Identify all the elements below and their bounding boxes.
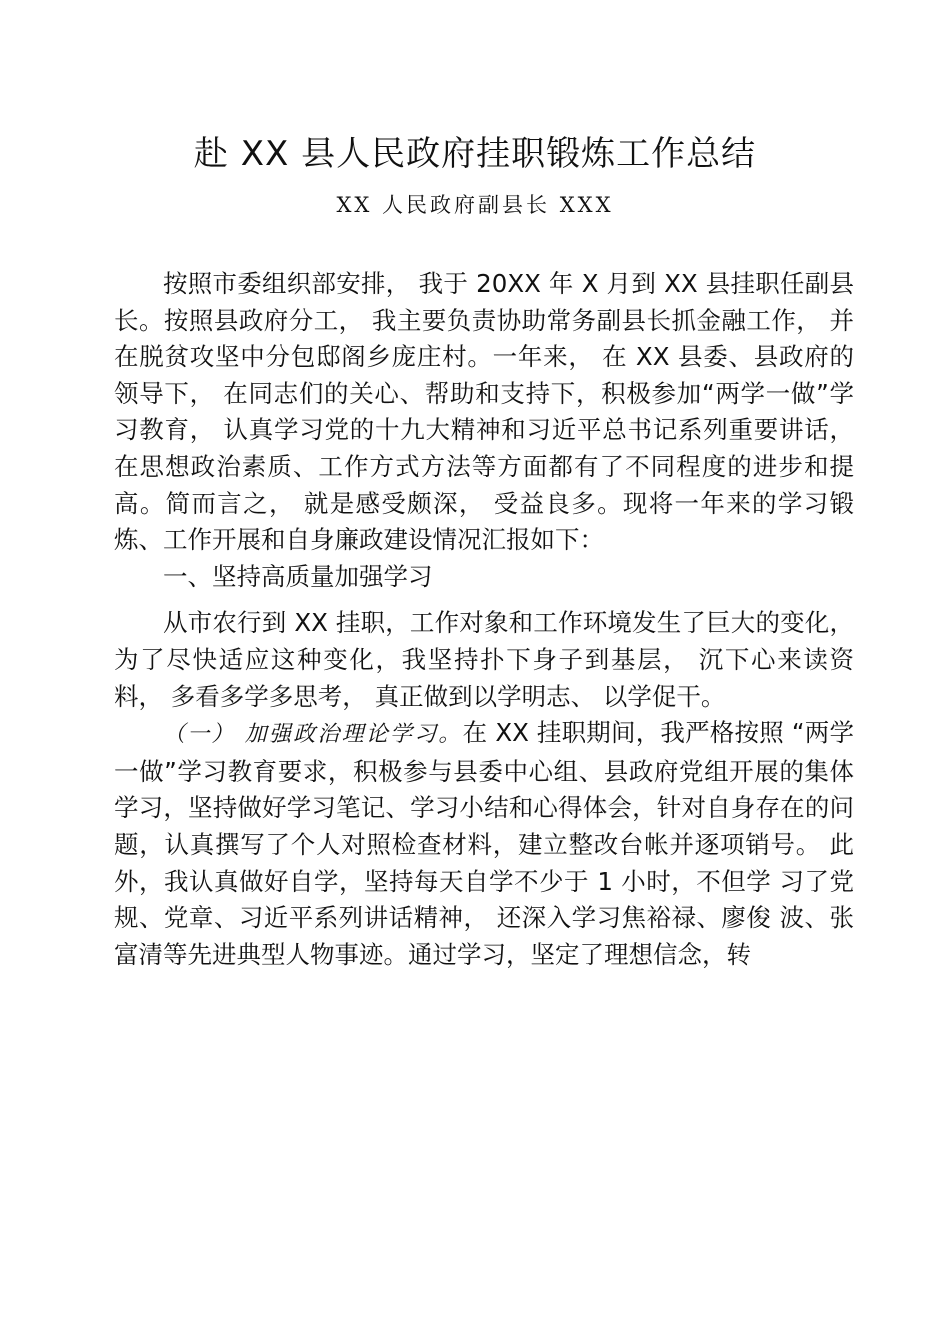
subsection-label-1: （一） 加强政治理论学习。 [163,722,463,748]
paragraph-intro: 按照市委组织部安排， 我于 20XX 年 X 月到 XX 县挂职任副县长。按照县政府分工， 我主要负责协助常务副县长抓金融工作， 并在脱贫攻坚中分包邸阁乡庞庄村。一年来， 在 XX 县委、县政府的领导下， 在同志们的关心、帮助和支持下，积极参加“两学一做”学习教育， 认真学习党的十九大精神和习近平总书记系列重要讲话， 在思想政治素质、工作方式方法等方面都有了不同程度的进步和提高。简而言之， 就是感受颇深， 受益良多。现将一年来的学习锻炼、工作开展和自身廉政建设情况汇报如下： [114,269,854,555]
document-body [114,266,854,973]
subsection-text-1: 在 XX 挂职期间，我严格按照 “两学一做”学习教育要求，积极参与县委中心组、县政府党组开展的集体学习，坚持做好学习笔记、学习小结和心得体会，针对自身存在的问题，认真撰写了个人对照检查材料，建立整改台帐并逐项销号。 此外，我认真做好自学，坚持每天自学不少于 1 小时，不但学 习了党规、党章、习近平系列讲话精神， 还深入学习焦裕禄、廖俊 波、张富清等先进典型人物事迹。通过学习，坚定了理想信念，转 [114,718,855,969]
paragraph-section-1: 从市农行到 XX 挂职，工作对象和工作环境发生了巨大的变化， 为了尽快适应这种变化，我坚持扑下身子到基层， 沉下心来读资料， 多看多学多思考， 真正做到以学明志、 以学促干。 [114,608,854,711]
section-heading-1: 一、坚持高质量加强学习 [163,561,433,591]
paragraph-subsection-1 [114,715,854,973]
document-byline: XX 人民政府副县长 XXX [336,193,614,217]
document-title: 赴 XX 县人民政府挂职锻炼工作总结 [193,134,757,174]
